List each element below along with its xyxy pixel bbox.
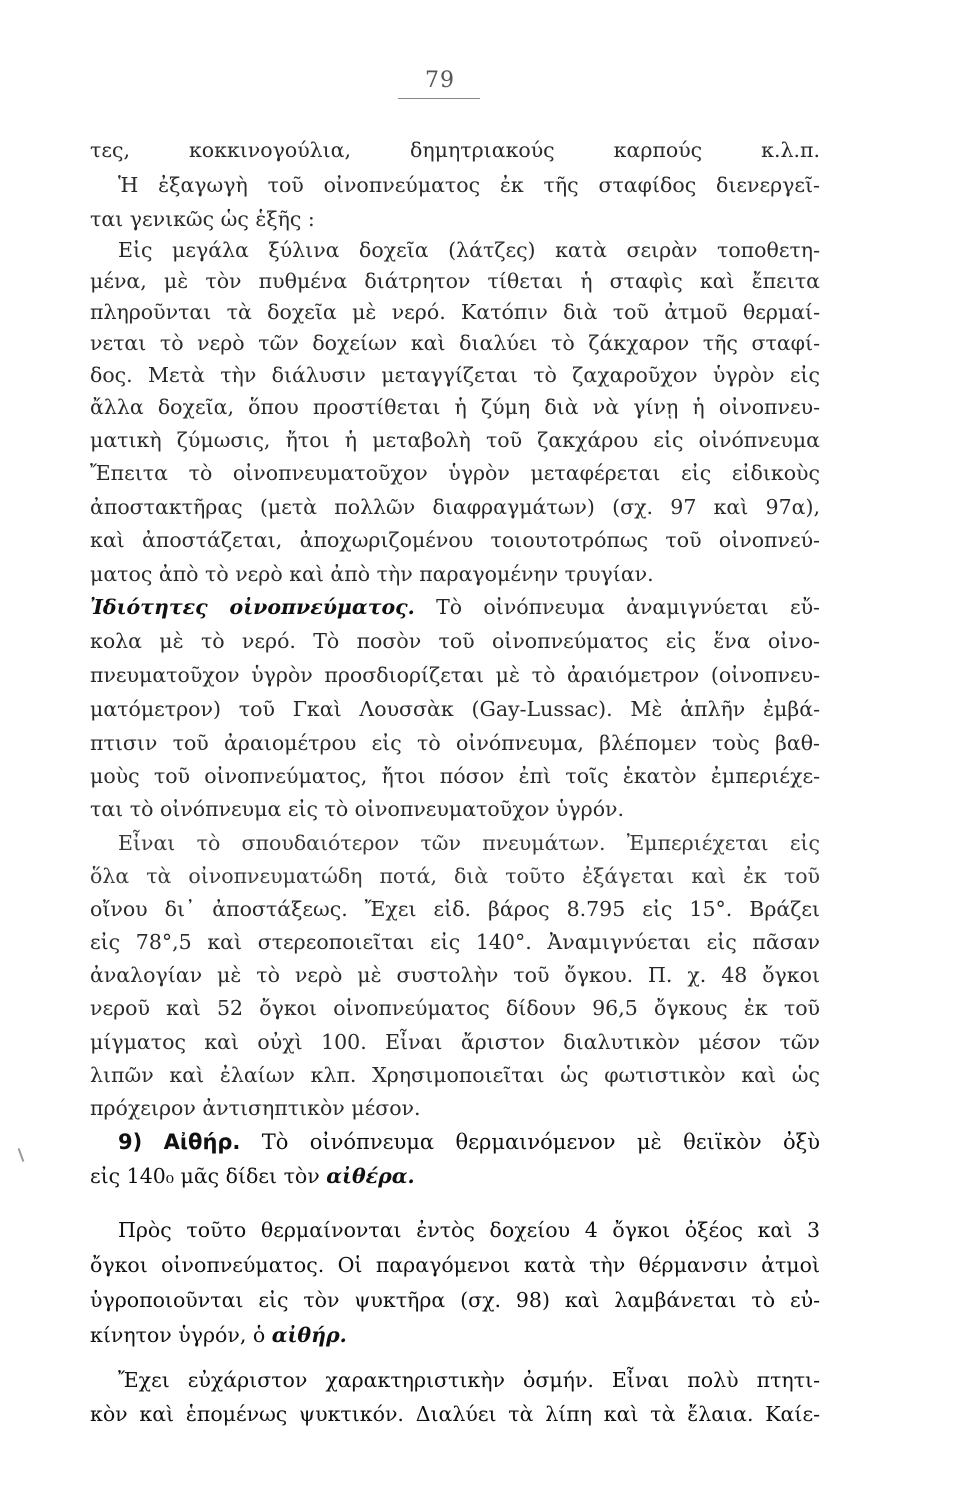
text-run: Τὸ οἰνόπνευμα θερμαινόμενον μὲ θειϊκὸν ὀξὺ [261, 1130, 820, 1154]
text-run: κίνητον ὑγρόν, ὁ [90, 1323, 266, 1347]
ether-line-2 [90, 1166, 820, 1187]
properties-paragraph-start [90, 597, 820, 618]
page-number: 79 [425, 68, 455, 93]
text-line: ματος ἀπὸ τὸ νερὸ καὶ ἀπὸ τὴν παραγομένην τρυγίαν. [90, 562, 654, 586]
text-line: δος. Μετὰ τὴν διάλυσιν μεταγγίζεται τὸ ζαχαροῦχον ὑγρὸν εἰς [90, 363, 820, 387]
text-line: Εἰς μεγάλα ξύλινα δοχεῖα (λάτζες) κατὰ σειρὰν τοποθετη- [118, 238, 820, 262]
text-line: πρόχειρον ἀντισηπτικὸν μέσον. [90, 1096, 421, 1120]
text-line: νεται τὸ νερὸ τῶν δοχείων καὶ διαλύει τὸ ζάκχαρον τῆς σταφί- [90, 331, 820, 355]
margin-mark [18, 1148, 25, 1162]
text-line: μοὺς τοῦ οἰνοπνεύματος, ἤτοι πόσον ἐπὶ τοῖς ἑκατὸν ἐμπεριέχε- [90, 764, 820, 788]
text-line: πτισιν τοῦ ἀραιομέτρου εἰς τὸ οἰνόπνευμα, βλέπομεν τοὺς βαθ- [90, 731, 820, 755]
text-line: ὑγροποιοῦνται εἰς τὸν ψυκτῆρα (σχ. 98) καὶ λαμβάνεται τὸ εὐ- [90, 1288, 820, 1312]
text-line: κὸν καὶ ἑπομένως ψυκτικόν. Διαλύει τὰ λίπη καὶ τὰ ἔλαια. Καίε- [90, 1402, 820, 1426]
page-number-rule [398, 98, 480, 99]
text-line: κολα μὲ τὸ νερό. Τὸ ποσὸν τοῦ οἰνοπνεύματος εἰς ἕνα οἰνο- [90, 629, 820, 653]
text-line: πληροῦνται τὰ δοχεῖα μὲ νερό. Κατόπιν διὰ τοῦ ἀτμοῦ θερμαί- [90, 300, 820, 324]
section-number: 9) [118, 1130, 143, 1154]
ether-section-start [118, 1132, 820, 1153]
text-line: Ἔχει εὐχάριστον χαρακτηριστικὴν ὀσμήν. Εἶναι πολὺ πτητι- [118, 1368, 820, 1392]
text-run: εἰς 140₀ μᾶς δίδει τὸν [90, 1164, 320, 1188]
heading-properties: Ἰδιότητες οἰνοπνεύματος. [90, 595, 415, 619]
text-line: ται τὸ οἰνόπνευμα εἰς τὸ οἰνοπνευματοῦχον ὑγρόν. [90, 797, 625, 821]
section-title: Αἰθήρ. [163, 1130, 241, 1154]
text-line: ἄλλα δοχεῖα, ὅπου προστίθεται ἡ ζύμη διὰ νὰ γίνῃ ἡ οἰνοπνευ- [90, 395, 820, 419]
text-run: Τὸ οἰνόπνευμα ἀναμιγνύεται εὔ- [436, 595, 820, 619]
text-line: καὶ ἀποστάζεται, ἀποχωριζομένου τοιουτοτρόπως τοῦ οἰνοπνεύ- [90, 528, 820, 552]
text-line: μίγματος καὶ οὐχὶ 100. Εἶναι ἄριστον διαλυτικὸν μέσον τῶν [90, 1030, 820, 1054]
text-line: ὅλα τὰ οἰνοπνευματώδη ποτά, διὰ τοῦτο ἐξάγεται καὶ ἐκ τοῦ [90, 864, 820, 888]
text-line: λιπῶν καὶ ἐλαίων κλπ. Χρησιμοποιεῖται ὡς φωτιστικὸν καὶ ὡς [90, 1063, 820, 1087]
ether-term-2: αἰθήρ. [271, 1323, 347, 1347]
text-line: Εἶναι τὸ σπουδαιότερον τῶν πνευμάτων. Ἐμπεριέχεται εἰς [118, 831, 820, 855]
text-line: νεροῦ καὶ 52 ὄγκοι οἰνοπνεύματος δίδουν 96,5 ὄγκους ἐκ τοῦ [90, 996, 820, 1020]
text-line: τες, κοκκινογούλια, δημητριακούς καρπούς κ.λ.π. [90, 138, 820, 162]
text-line: ται γενικῶς ὡς ἑξῆς : [90, 207, 315, 231]
ether-term: αἰθέρα. [326, 1164, 415, 1188]
text-line: ματόμετρον) τοῦ Γκαὶ Λουσσὰκ (Gay-Lussac). Μὲ ἁπλῆν ἐμβά- [90, 697, 820, 721]
text-line: μένα, μὲ τὸν πυθμένα διάτρητον τίθεται ἡ σταφὶς καὶ ἔπειτα [90, 269, 820, 293]
text-line: Πρὸς τοῦτο θερμαίνονται ἐντὸς δοχείου 4 ὄγκοι ὀξέος καὶ 3 [118, 1218, 820, 1242]
text-line: ματικὴ ζύμωσις, ἤτοι ἡ μεταβολὴ τοῦ ζακχάρου εἰς οἰνόπνευμα [90, 428, 820, 452]
text-line: ἀποστακτῆρας (μετὰ πολλῶν διαφραγμάτων) (σχ. 97 καὶ 97α), [90, 495, 820, 519]
text-line: ἀναλογίαν μὲ τὸ νερὸ μὲ συστολὴν τοῦ ὄγκου. Π. χ. 48 ὄγκοι [90, 963, 820, 987]
ether-line-final [90, 1325, 820, 1346]
text-line: Ἔπειτα τὸ οἰνοπνευματοῦχον ὑγρὸν μεταφέρεται εἰς εἰδικοὺς [90, 461, 820, 485]
text-line: εἰς 78°,5 καὶ στερεοποιεῖται εἰς 140°. Ἀναμιγνύεται εἰς πᾶσαν [90, 930, 820, 954]
text-line: ὄγκοι οἰνοπνεύματος. Οἱ παραγόμενοι κατὰ τὴν θέρμανσιν ἀτμοὶ [90, 1253, 820, 1277]
text-line: Ἡ ἐξαγωγὴ τοῦ οἰνοπνεύματος ἐκ τῆς σταφίδος διενεργεῖ- [118, 173, 820, 197]
text-line: οἴνου δι᾽ ἀποστάξεως. Ἔχει εἰδ. βάρος 8.795 εἰς 15°. Βράζει [90, 897, 820, 921]
text-line: πνευματοῦχον ὑγρὸν προσδιορίζεται μὲ τὸ ἀραιόμετρον (οἰνοπνευ- [90, 663, 820, 687]
